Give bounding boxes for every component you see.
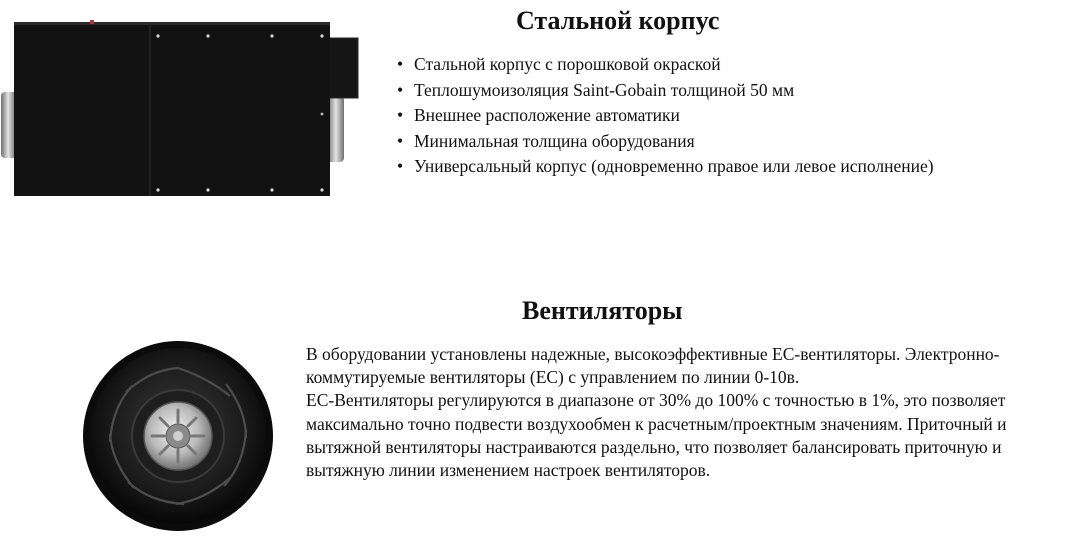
steel-housing-image: [0, 14, 365, 204]
ec-fan-image: [80, 338, 276, 534]
steel-housing-feature-list: [392, 52, 934, 180]
bullet-icon: •: [397, 105, 404, 125]
feature-text: Внешнее расположение автоматики: [414, 105, 680, 125]
fans-description: [306, 343, 1056, 482]
feature-item: [392, 103, 934, 129]
feature-item: [392, 52, 934, 78]
section-title-steel-housing: Стальной корпус: [516, 6, 720, 35]
bullet-icon: •: [397, 79, 404, 100]
feature-item: [392, 129, 934, 155]
feature-text: Теплошумоизоляция Saint-Gobain толщиной 50 мм: [414, 79, 795, 100]
feature-text: Минимальная толщина оборудования: [414, 130, 695, 151]
section-title-fans: Вентиляторы: [522, 296, 683, 325]
bullet-icon: •: [397, 130, 404, 151]
fans-description-paragraph: В оборудовании установлены надежные, высокоэффективные EC-вентиляторы. Электронно-коммутируемые вентиляторы (ЕС) с управлением по линии 0-10в.: [306, 344, 1000, 388]
bullet-icon: •: [397, 156, 404, 176]
feature-text: Универсальный корпус (одновременно правое или левое исполнение): [414, 156, 934, 176]
feature-item: [392, 78, 934, 104]
feature-text: Стальной корпус с порошковой окраской: [414, 54, 721, 74]
bullet-icon: •: [397, 54, 404, 74]
fans-description-paragraph: ЕС-Вентиляторы регулируются в диапазоне от 30% до 100% с точностью в 1%, это позволяет максимально точно подвести воздухообмен к расчетным/проектным значениям. Приточный и вытяжной вентиляторы настраиваются раздельно, что позволяет балансировать приточную и вытяжную линии изменением настроек вентиляторов.: [306, 390, 1007, 481]
feature-item: [392, 154, 934, 180]
